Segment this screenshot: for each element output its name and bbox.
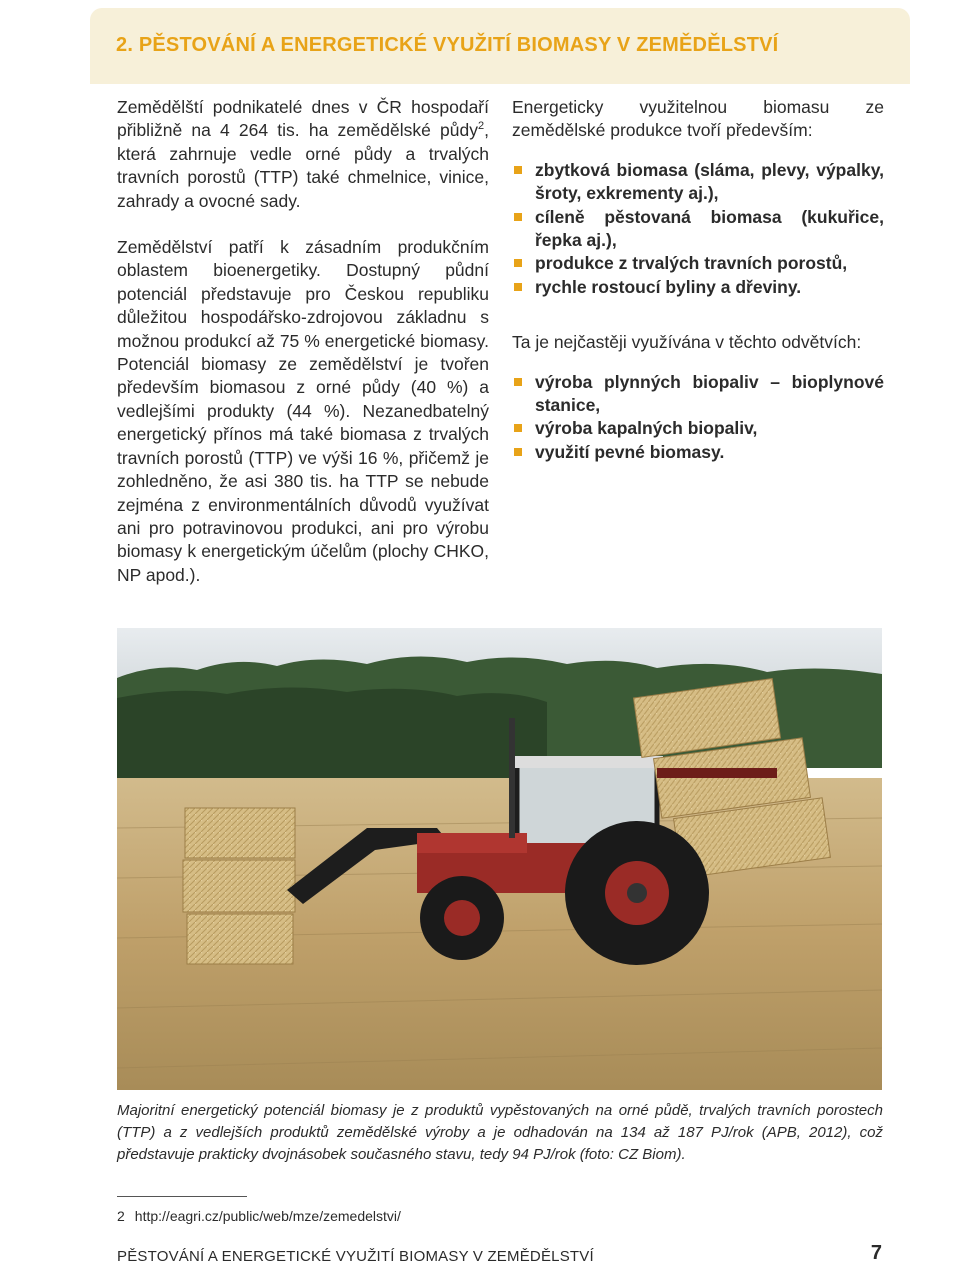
- exhaust-pipe: [509, 718, 515, 838]
- bullet-square-icon: [514, 424, 522, 432]
- bullet-square-icon: [514, 283, 522, 291]
- list-item-text: produkce z trvalých travních porostů,: [535, 253, 848, 274]
- list-item: [512, 441, 884, 464]
- list-item: [512, 276, 884, 299]
- list-item-text: cíleně pěstovaná biomasa (kukuřice, řepka aj.),: [535, 206, 884, 251]
- list-item: [512, 417, 884, 440]
- list-item: [512, 159, 884, 206]
- list-item: [512, 252, 884, 275]
- straw-bale: [185, 808, 295, 858]
- list-intro-uses: Ta je nejčastěji využívána v těchto odvětvích:: [512, 332, 862, 353]
- footnote-divider: [117, 1196, 247, 1197]
- list-item-text: rychle rostoucí byliny a dřeviny.: [535, 276, 802, 297]
- paragraph-land-area-text: Zemědělští podnikatelé dnes v ČR hospodaří přibližně na 4 264 tis. ha zemědělské půdy: [117, 97, 489, 141]
- list-item-text: výroba kapalných biopaliv,: [535, 418, 758, 439]
- straw-bale: [187, 914, 293, 964]
- spacer: [512, 299, 884, 331]
- footnote: [117, 1208, 401, 1224]
- bullet-square-icon: [514, 166, 522, 174]
- bullet-square-icon: [514, 378, 522, 386]
- paragraph-land-area: [117, 96, 489, 213]
- bullet-square-icon: [514, 448, 522, 456]
- tractor-with-straw-bales-photo: [117, 628, 882, 1090]
- left-column: [117, 96, 489, 587]
- list-intro-sources: Energeticky využitelnou biomasu ze zemědělské produkce tvoří především:: [512, 97, 884, 141]
- bullet-square-icon: [514, 213, 522, 221]
- right-column: [512, 96, 884, 464]
- paragraph-land-area-text-2: , která zahrnuje vedle orné půdy a trvalých travních porostů (TTP) také chmelnice, vinice, zahrady a ovocné sady.: [117, 120, 489, 211]
- footnote-number: 2: [117, 1208, 125, 1224]
- bullet-square-icon: [514, 259, 522, 267]
- bale-rack: [657, 768, 777, 778]
- list-item: [512, 371, 884, 418]
- footnote-link[interactable]: http://eagri.cz/public/web/mze/zemedelstvi/: [134, 1208, 401, 1224]
- list-item-text: výroba plynných biopaliv – bioplynové stanice,: [535, 371, 884, 416]
- page-number: 7: [870, 1242, 882, 1264]
- list-item-text: zbytková biomasa (sláma, plevy, výpalky, šroty, exkrementy aj.),: [535, 159, 884, 204]
- straw-bale: [183, 860, 295, 912]
- footer-title: PĚSTOVÁNÍ A ENERGETICKÉ VYUŽITÍ BIOMASY V ZEMĚDĚLSTVÍ: [117, 1248, 594, 1265]
- paragraph-potential: Zemědělství patří k zásadním produkčním oblastem bioenergetiky. Dostupný půdní potenciál představuje pro Českou republiku důležitou hospodářsko-zdrojovou základnu s možnou produkcí až 75 % energetické biomasy. Potenciál biomasy ze zemědělství je tvořen především biomasou z orné půdy (40 %) a vedlejšími produkty (44 %). Nezanedbatelný energetický přínos má také biomasa z trvalých travních porostů (TTP) ve výši 16 %, přičemž je zohledněno, že asi 380 tis. ha TTP se nebude zejména z environmentálních důvodů využívat ani pro potravinovou produkci, ani pro výrobu biomasy k energetickým účelům (plochy CHKO, NP apod.).: [117, 237, 489, 585]
- list-item: [512, 206, 884, 253]
- tractor-roof: [511, 756, 663, 768]
- photo-caption: Majoritní energetický potenciál biomasy je z produktů vypěstovaných na orné půdě, trvalých travních porostech (TTP) a z vedlejších produktů zemědělské výroby a je odhadován na 134 až 187 PJ/rok (APB, 2012), což představuje prakticky dvojnásobek současného stavu, tedy 94 PJ/rok (foto: CZ Biom).: [117, 1102, 883, 1163]
- biomass-uses-list: [512, 371, 884, 465]
- chapter-title: 2. PĚSTOVÁNÍ A ENERGETICKÉ VYUŽITÍ BIOMASY V ZEMĚDĚLSTVÍ: [116, 34, 779, 56]
- biomass-sources-list: [512, 159, 884, 299]
- footnote-ref[interactable]: 2: [478, 120, 485, 133]
- list-item-text: využití pevné biomasy.: [535, 441, 725, 462]
